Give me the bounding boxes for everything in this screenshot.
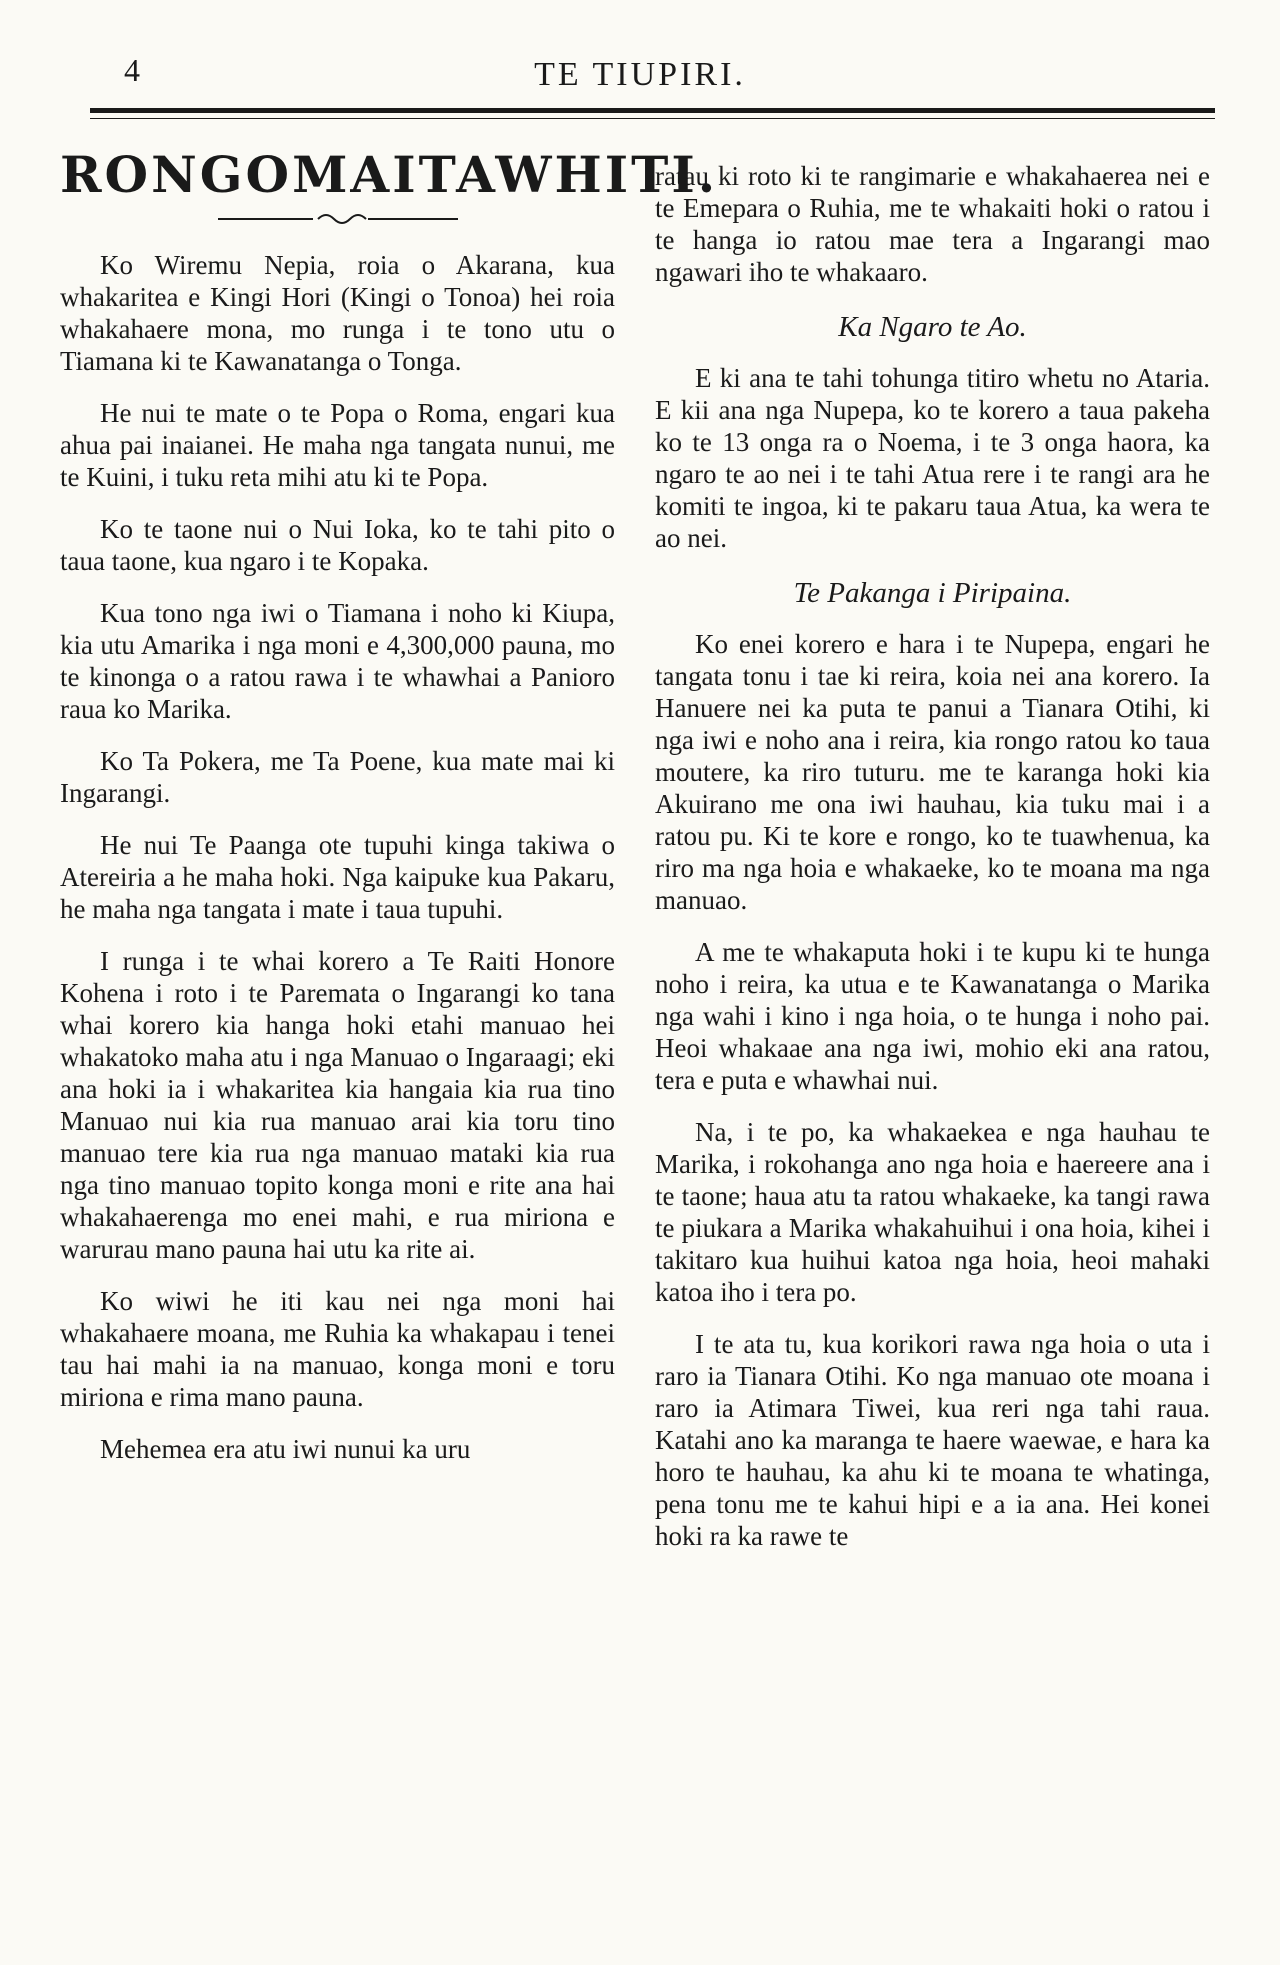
page-header [60,52,1220,100]
right-column [655,160,1210,1572]
news-paragraph: He nui te mate o te Popa o Roma, engari kua ahua pai inaianei. He maha nga tangata nunui, me te Kuini, i tuku reta mihi atu ki te Popa. [60,398,615,492]
subhead-ka-ngaro-te-ao: Ka Ngaro te Ao. [838,311,1027,343]
page-number: 4 [124,52,140,88]
section-title: RONGOMAITAWHITI. [60,145,719,204]
news-paragraph: He nui Te Paanga ote tupuhi kinga takiwa o Atereiria a he maha hoki. Nga kaipuke kua Pakaru, he maha nga tangata i mate i taua tupuhi. [60,830,615,924]
news-paragraph: I runga i te whai korero a Te Raiti Honore Kohena i roto i te Paremata o Ingarangi ko tana whai korero kia hanga hoki etahi manuao hei whakatoko maha atu i nga Manuao o Ingaraagi; eki ana hoki ia i whakaritea kia hangaia kia rua tino Manuao nui kia rua manuao arai kia toru tino manuao tere kia rua nga manuao mataki kia rua nga tino manuao topito konga moni e rite ana hai whakahaerenga mo enei mahi, e rua miriona e warurau mano pauna hai utu ka rite ai. [60,946,615,1264]
news-paragraph: Ko Wiremu Nepia, roia o Akarana, kua whakaritea e Kingi Hori (Kingi o Tonoa) hei roia whakahaere mona, mo runga i te tono utu o Tiamana ki te Kawanatanga o Tonga. [60,250,615,376]
news-paragraph: Kua tono nga iwi o Tiamana i noho ki Kiupa, kia utu Amarika i nga moni e 4,300,000 pauna, mo te kinonga o a ratou rawa i te whawhai a Panioro raua ko Marika. [60,598,615,724]
news-paragraph: A me te whakaputa hoki i te kupu ki te hunga noho i reira, ka utua e te Kawanatanga o Marika nga wahi i kino i nga hoia, o te hunga i noho pai. Heoi whakaae ana nga iwi, mohio eki ana ratou, tera e puta e whawhai nui. [655,937,1210,1095]
news-paragraph: Ko te taone nui o Nui Ioka, ko te tahi pito o taua taone, kua ngaro i te Kopaka. [60,514,615,576]
news-paragraph: Na, i te po, ka whakaekea e nga hauhau te Marika, i rokohanga ano nga hoia e haereere ana i te taone; haua atu ta ratou whakaeke, ka tangi rawa te piukara a Marika whakahuihui i ona hoia, kihei i takitaro kua huihui katoa nga hoia, heoi mahaki katoa iho i tera po. [655,1117,1210,1307]
news-paragraph: Ko enei korero e hara i te Nupepa, engari he tangata tonu i tae ki reira, koia nei ana korero. Ia Hanuere nei ka puta te panui a Tianara Otihi, ki nga iwi e noho ana i reira, kia rongo ratou ko taua moutere, ka riro tuturu. me te karanga hoki kia Akuirano me ona iwi hauhau, kia tuku mai i a ratou pu. Ki te kore e rongo, ko te tuawhenua, ka riro ma nga hoia e whakaeke, ko te moana ma nga manuao. [655,629,1210,915]
ornament-divider [218,209,458,229]
news-paragraph: Ko wiwi he iti kau nei nga moni hai whakahaere moana, me Ruhia ka whakapau i tenei tau hai mahi ia na manuao, konga moni e toru miriona e rima mano pauna. [60,1286,615,1412]
news-paragraph: Mehemea era atu iwi nunui ka uru [100,1434,471,1464]
continued-paragraph: ratau ki roto ki te rangimarie e whakahaerea nei e te Emepara o Ruhia, me te whakaiti hoki o ratou i te hanga io ratou mae tera a Ingarangi mao ngawari iho te whakaaro. [655,161,1210,287]
subhead-te-pakanga: Te Pakanga i Piripaina. [793,577,1072,609]
header-rule-thin [90,118,1215,119]
journal-title: TE TIUPIRI. [534,56,746,93]
header-rule-thick [90,108,1215,113]
news-paragraph: I te ata tu, kua korikori rawa nga hoia o uta i raro ia Tianara Otihi. Ko nga manuao ote moana i raro ia Atimara Tiwei, kua reri nga tahi raua. Katahi ano ka maranga te haere waewae, e hara ka horo te hauhau, ka ahu ki te moana te whatinga, pena tonu me te kahui hipi e a ia ana. Hei konei hoki ra ka rawe te [655,1329,1210,1551]
news-paragraph: Ko Ta Pokera, me Ta Poene, kua mate mai ki Ingarangi. [60,746,615,808]
news-paragraph: E ki ana te tahi tohunga titiro whetu no Ataria. E kii ana nga Nupepa, ko te korero a taua pakeha ko te 13 onga ra o Noema, i te 3 onga haora, ka ngaro te ao nei i te tahi Atua rere i te rangi ara he komiti te ingoa, ki te pakaru taua Atua, ka wera te ao nei. [655,363,1210,553]
left-column [60,135,719,1485]
